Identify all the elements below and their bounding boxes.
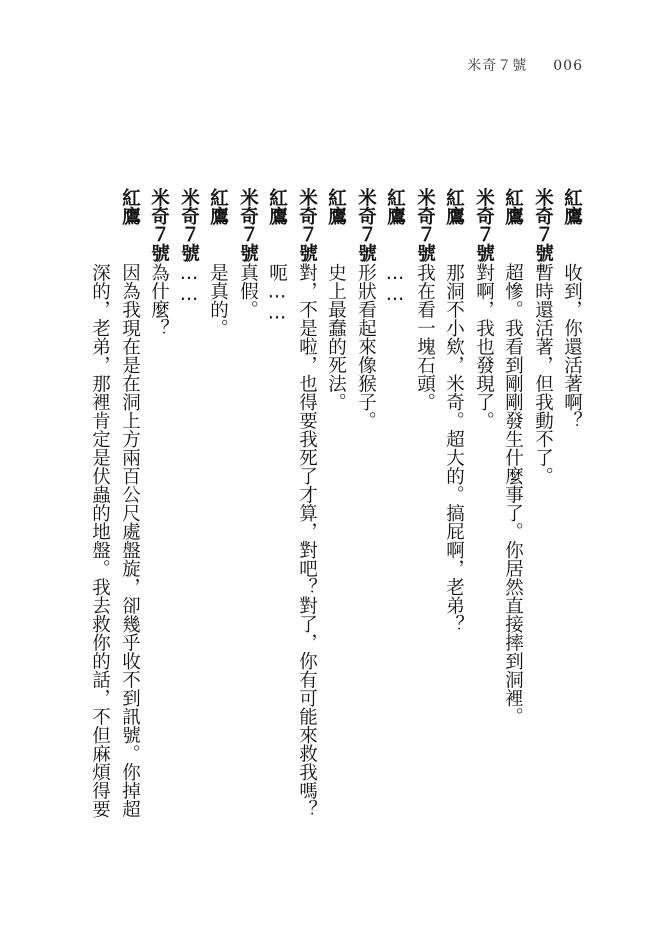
line-text: 超慘。我看到剛剛發生什麼事了。你居然直接摔到洞裡。 xyxy=(502,263,524,726)
dialogue-line xyxy=(385,188,404,305)
dialogue-line xyxy=(208,188,227,337)
line-text: 為什麼？ xyxy=(148,263,170,337)
speaker: 紅鷹 xyxy=(561,188,583,225)
dialogue-line xyxy=(267,188,286,324)
speaker: 米奇７號 xyxy=(532,188,554,262)
dialogue-line xyxy=(356,188,375,430)
speaker: 米奇７號 xyxy=(473,188,495,262)
line-text: 收到，你還活著啊？ xyxy=(561,263,583,430)
dialogue-line xyxy=(415,188,434,411)
line-text: 真假。 xyxy=(237,263,259,319)
dialogue-line xyxy=(533,188,552,485)
line-text: 那洞不小欸，米奇。超大的。搞屁啊，老弟？ xyxy=(443,263,465,633)
speaker: 紅鷹 xyxy=(266,188,288,225)
speaker: 米奇７號 xyxy=(178,188,200,262)
dialogue-line xyxy=(474,188,493,430)
line-text: 呃…… xyxy=(266,263,288,324)
line-text: …… xyxy=(384,263,406,305)
dialogue-line xyxy=(297,188,316,818)
line-text: 形狀看起來像猴子。 xyxy=(355,263,377,430)
line-text: 我在看一塊石頭。 xyxy=(414,263,436,411)
dialogue-continuation xyxy=(90,263,109,818)
speaker: 紅鷹 xyxy=(325,188,347,225)
line-text: 對，不是啦，也得要我死了才算，對吧？對了，你有可能來救我嗎？ xyxy=(296,263,318,818)
page-number: 006 xyxy=(553,58,583,74)
speaker: 紅鷹 xyxy=(207,188,229,225)
line-text: 史上最蠢的死法。 xyxy=(325,263,347,411)
line-text: 深的，老弟，那裡肯定是伏蟲的地盤。我去救你的話，不但麻煩得要 xyxy=(89,263,111,818)
dialogue-line xyxy=(179,188,198,305)
line-text: 是真的。 xyxy=(207,263,229,337)
speaker: 米奇７號 xyxy=(237,188,259,262)
running-header xyxy=(467,55,583,75)
dialogue-line xyxy=(326,188,345,411)
speaker: 紅鷹 xyxy=(502,188,524,225)
speaker: 米奇７號 xyxy=(296,188,318,262)
dialogue-line xyxy=(444,188,463,633)
line-text: 因為我現在是在洞上方兩百公尺處盤旋，卻幾乎收不到訊號。你掉超 xyxy=(119,263,141,818)
dialogue-line xyxy=(562,188,581,430)
line-text: 對啊，我也發現了。 xyxy=(473,263,495,430)
speaker: 米奇７號 xyxy=(148,188,170,262)
dialogue-line xyxy=(149,188,168,337)
dialogue-line xyxy=(238,188,257,319)
dialogue-line xyxy=(503,188,522,726)
line-text: 暫時還活著，但我動不了。 xyxy=(532,263,554,485)
speaker: 紅鷹 xyxy=(443,188,465,225)
speaker: 米奇７號 xyxy=(355,188,377,262)
speaker: 紅鷹 xyxy=(384,188,406,225)
line-text: …… xyxy=(178,263,200,305)
speaker: 米奇７號 xyxy=(414,188,436,262)
dialogue-line xyxy=(120,188,139,818)
header-title: 米奇７號 xyxy=(467,58,528,74)
speaker: 紅鷹 xyxy=(119,188,141,225)
